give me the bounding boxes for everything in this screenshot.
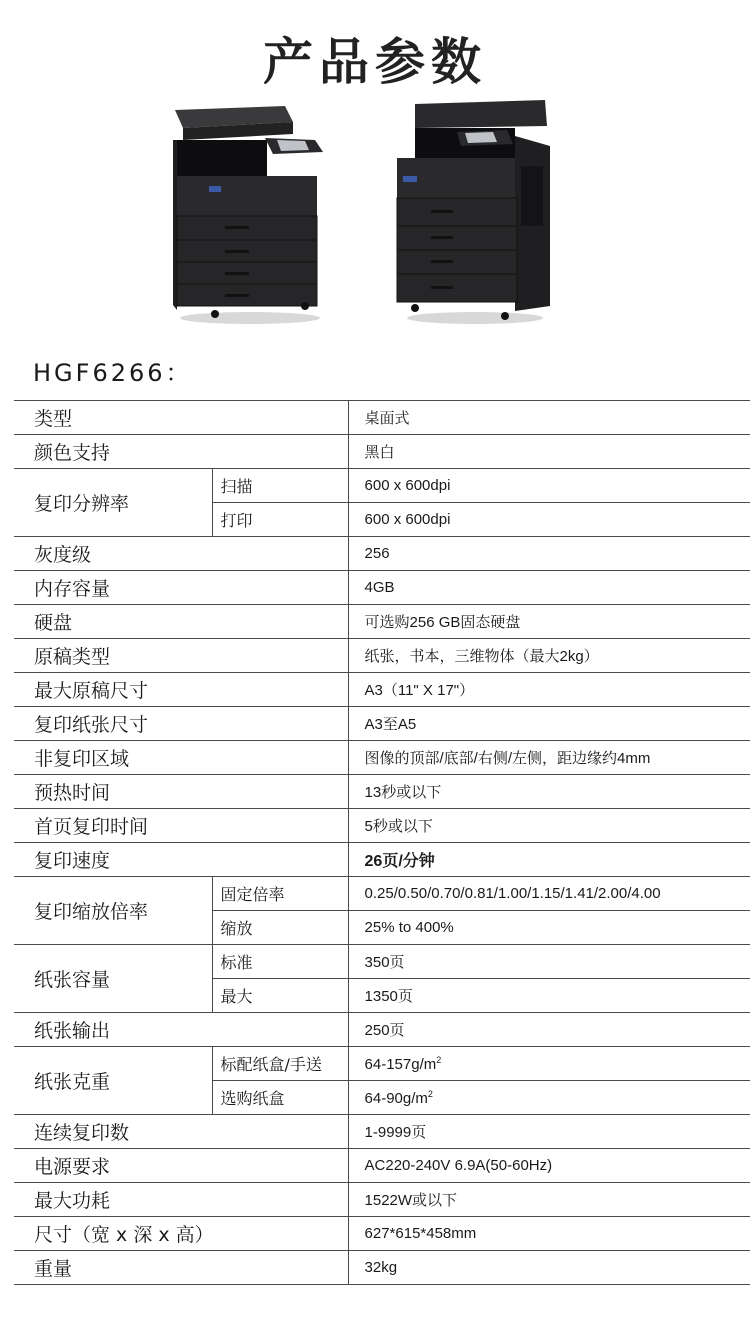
table-row (14, 673, 750, 707)
row-sublabel: 固定倍率 (212, 877, 348, 911)
row-value (348, 1081, 750, 1115)
row-label: 复印纸张尺寸 (14, 707, 348, 741)
row-label: 连续复印数 (14, 1115, 348, 1149)
row-value: 25% to 400% (348, 911, 750, 945)
row-value: 1-9999页 (348, 1115, 750, 1149)
row-value: 纸张，书本，三维物体（最大2kg） (348, 639, 750, 673)
row-label: 最大原稿尺寸 (14, 673, 348, 707)
superscript: 2 (436, 1054, 442, 1065)
superscript: 2 (427, 1088, 433, 1099)
table-row (14, 571, 750, 605)
table-row (14, 843, 750, 877)
row-sublabel: 标配纸盒/手送 (212, 1047, 348, 1081)
table-row (14, 1013, 750, 1047)
table-row (14, 639, 750, 673)
row-label: 灰度级 (14, 537, 348, 571)
row-value: A3至A5 (348, 707, 750, 741)
row-sublabel: 最大 (212, 979, 348, 1013)
row-value: 350页 (348, 945, 750, 979)
table-row (14, 469, 750, 503)
row-value: 600 x 600dpi (348, 503, 750, 537)
row-sublabel: 缩放 (212, 911, 348, 945)
row-value: 桌面式 (348, 401, 750, 435)
row-label: 内存容量 (14, 571, 348, 605)
row-sublabel: 标准 (212, 945, 348, 979)
row-label: 颜色支持 (14, 435, 348, 469)
table-row (14, 775, 750, 809)
table-row (14, 1251, 750, 1285)
row-value: 1522W或以下 (348, 1183, 750, 1217)
row-label: 复印缩放倍率 (14, 877, 212, 945)
table-row (14, 605, 750, 639)
table-row (14, 1115, 750, 1149)
row-value: 32kg (348, 1251, 750, 1285)
row-value: 600 x 600dpi (348, 469, 750, 503)
row-value: A3（11" X 17"） (348, 673, 750, 707)
table-row (14, 707, 750, 741)
row-value: AC220-240V 6.9A(50-60Hz) (348, 1149, 750, 1183)
row-label: 原稿类型 (14, 639, 348, 673)
row-value: 256 (348, 537, 750, 571)
value-text: 64-90g/m (364, 1089, 428, 1107)
table-row (14, 877, 750, 911)
row-sublabel: 打印 (212, 503, 348, 537)
row-label: 最大功耗 (14, 1183, 348, 1217)
row-label: 预热时间 (14, 775, 348, 809)
table-row (14, 537, 750, 571)
row-value: 250页 (348, 1013, 750, 1047)
table-row (14, 1149, 750, 1183)
row-label: 复印分辨率 (14, 469, 212, 537)
row-label: 纸张容量 (14, 945, 212, 1013)
row-label: 复印速度 (14, 843, 348, 877)
printer-image-front (165, 100, 330, 325)
row-sublabel: 选购纸盒 (212, 1081, 348, 1115)
printer-image-side (395, 96, 560, 326)
row-label: 类型 (14, 401, 348, 435)
row-value: 图像的顶部/底部/右侧/左侧，距边缘约4mm (348, 741, 750, 775)
table-row (14, 435, 750, 469)
row-sublabel: 扫描 (212, 469, 348, 503)
table-row (14, 1047, 750, 1081)
row-label: 硬盘 (14, 605, 348, 639)
table-row (14, 809, 750, 843)
table-row (14, 1183, 750, 1217)
row-label: 纸张输出 (14, 1013, 348, 1047)
row-value: 627*615*458mm (348, 1217, 750, 1251)
row-label: 纸张克重 (14, 1047, 212, 1115)
value-text: 64-157g/m (364, 1055, 437, 1073)
row-value: 可选购256 GB固态硬盘 (348, 605, 750, 639)
row-value (348, 1047, 750, 1081)
row-value: 13秒或以下 (348, 775, 750, 809)
model-name: HGF6266： (33, 359, 193, 387)
row-value: 5秒或以下 (348, 809, 750, 843)
table-row (14, 945, 750, 979)
row-value: 0.25/0.50/0.70/0.81/1.00/1.15/1.41/2.00/4.00 (348, 877, 750, 911)
row-value: 1350页 (348, 979, 750, 1013)
row-label: 电源要求 (14, 1149, 348, 1183)
row-label: 尺寸（宽 x 深 x 高） (14, 1217, 348, 1251)
row-label: 非复印区域 (14, 741, 348, 775)
table-row (14, 741, 750, 775)
table-row (14, 401, 750, 435)
table-row (14, 1217, 750, 1251)
row-value: 4GB (348, 571, 750, 605)
row-value: 26页/分钟 (348, 843, 750, 877)
page-title: 产品参数 (263, 33, 487, 91)
row-value: 黑白 (348, 435, 750, 469)
spec-table (14, 400, 750, 1285)
row-label: 重量 (14, 1251, 348, 1285)
row-label: 首页复印时间 (14, 809, 348, 843)
